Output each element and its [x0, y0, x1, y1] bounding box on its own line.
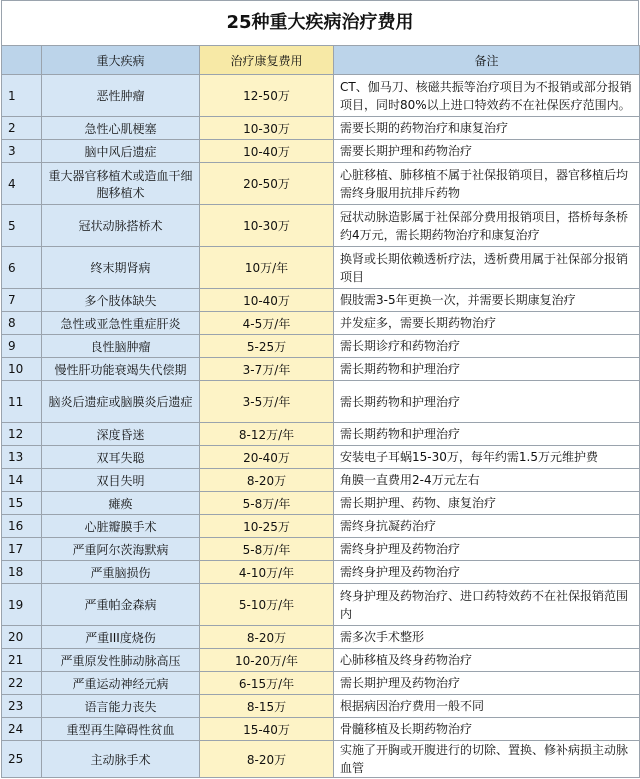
- treatment-cost: 10-30万: [200, 205, 334, 247]
- table-row: [2, 247, 640, 289]
- disease-name: 严重原发性肺动脉高压: [42, 649, 200, 672]
- table-row: [2, 289, 640, 312]
- row-number: 2: [2, 117, 42, 140]
- disease-name: 良性脑肿瘤: [42, 335, 200, 358]
- remark: 需长期药物和护理治疗: [334, 423, 640, 446]
- remark: 需长期诊疗和药物治疗: [334, 335, 640, 358]
- treatment-cost: 8-20万: [200, 469, 334, 492]
- disease-name: 急性心肌梗塞: [42, 117, 200, 140]
- disease-name: 严重阿尔茨海默病: [42, 538, 200, 561]
- row-number: 7: [2, 289, 42, 312]
- remark: 并发症多，需要长期药物治疗: [334, 312, 640, 335]
- disease-cost-table: [1, 45, 640, 778]
- remark: 需终身护理及药物治疗: [334, 538, 640, 561]
- row-number: 13: [2, 446, 42, 469]
- row-number: 21: [2, 649, 42, 672]
- treatment-cost: 8-20万: [200, 626, 334, 649]
- row-number: 8: [2, 312, 42, 335]
- row-number: 10: [2, 358, 42, 381]
- disease-name: 急性或亚急性重症肝炎: [42, 312, 200, 335]
- row-number: 16: [2, 515, 42, 538]
- table-row: [2, 626, 640, 649]
- table-row: [2, 469, 640, 492]
- table-row: [2, 312, 640, 335]
- table-row: [2, 358, 640, 381]
- disease-name: 心脏瓣膜手术: [42, 515, 200, 538]
- treatment-cost: 15-40万: [200, 718, 334, 741]
- row-number: 18: [2, 561, 42, 584]
- disease-name: 严重脑损伤: [42, 561, 200, 584]
- remark: 骨髓移植及长期药物治疗: [334, 718, 640, 741]
- disease-name: 严重运动神经元病: [42, 672, 200, 695]
- disease-name: 瘫痪: [42, 492, 200, 515]
- header-disease: 重大疾病: [42, 46, 200, 75]
- table-row: [2, 584, 640, 626]
- row-number: 11: [2, 381, 42, 423]
- remark: 实施了开胸或开腹进行的切除、置换、修补病损主动脉血管: [334, 741, 640, 778]
- header-num: [2, 46, 42, 75]
- disease-name: 重大器官移植术或造血干细胞移植术: [42, 163, 200, 205]
- disease-name: 严重III度烧伤: [42, 626, 200, 649]
- remark: 假肢需3-5年更换一次，并需要长期康复治疗: [334, 289, 640, 312]
- table-row: [2, 561, 640, 584]
- remark: 需长期护理及药物治疗: [334, 672, 640, 695]
- remark: 需长期药物和护理治疗: [334, 358, 640, 381]
- row-number: 17: [2, 538, 42, 561]
- table-row: [2, 672, 640, 695]
- remark: 需多次手术整形: [334, 626, 640, 649]
- treatment-cost: 20-50万: [200, 163, 334, 205]
- row-number: 14: [2, 469, 42, 492]
- treatment-cost: 10-40万: [200, 289, 334, 312]
- treatment-cost: 20-40万: [200, 446, 334, 469]
- table-title: 25种重大疾病治疗费用: [1, 0, 639, 45]
- table-row: [2, 205, 640, 247]
- treatment-cost: 3-7万/年: [200, 358, 334, 381]
- treatment-cost: 8-20万: [200, 741, 334, 778]
- row-number: 19: [2, 584, 42, 626]
- treatment-cost: 3-5万/年: [200, 381, 334, 423]
- remark: 终身护理及药物治疗、进口药特效药不在社保报销范围内: [334, 584, 640, 626]
- disease-name: 双耳失聪: [42, 446, 200, 469]
- disease-name: 双目失明: [42, 469, 200, 492]
- table-row: [2, 423, 640, 446]
- row-number: 3: [2, 140, 42, 163]
- row-number: 5: [2, 205, 42, 247]
- treatment-cost: 12-50万: [200, 75, 334, 117]
- remark: 根据病因治疗费用一般不同: [334, 695, 640, 718]
- table-row: [2, 538, 640, 561]
- row-number: 12: [2, 423, 42, 446]
- row-number: 15: [2, 492, 42, 515]
- treatment-cost: 5-25万: [200, 335, 334, 358]
- treatment-cost: 4-5万/年: [200, 312, 334, 335]
- row-number: 20: [2, 626, 42, 649]
- table-row: [2, 741, 640, 778]
- row-number: 23: [2, 695, 42, 718]
- table-row: [2, 163, 640, 205]
- remark: 心肺移植及终身药物治疗: [334, 649, 640, 672]
- row-number: 22: [2, 672, 42, 695]
- remark: 需终身护理及药物治疗: [334, 561, 640, 584]
- disease-name: 慢性肝功能衰竭失代偿期: [42, 358, 200, 381]
- disease-name: 脑炎后遗症或脑膜炎后遗症: [42, 381, 200, 423]
- treatment-cost: 8-15万: [200, 695, 334, 718]
- remark: 需长期药物和护理治疗: [334, 381, 640, 423]
- table-row: [2, 446, 640, 469]
- disease-name: 重型再生障碍性贫血: [42, 718, 200, 741]
- cost-table-sheet: [1, 0, 639, 778]
- disease-name: 严重帕金森病: [42, 584, 200, 626]
- row-number: 1: [2, 75, 42, 117]
- table-row: [2, 695, 640, 718]
- disease-name: 冠状动脉搭桥术: [42, 205, 200, 247]
- table-row: [2, 492, 640, 515]
- treatment-cost: 8-12万/年: [200, 423, 334, 446]
- disease-name: 终末期肾病: [42, 247, 200, 289]
- row-number: 6: [2, 247, 42, 289]
- remark: 需要长期的药物治疗和康复治疗: [334, 117, 640, 140]
- remark: 冠状动脉造影属于社保部分费用报销项目，搭桥每条桥约4万元，需长期药物治疗和康复治疗: [334, 205, 640, 247]
- treatment-cost: 5-8万/年: [200, 492, 334, 515]
- remark: 需要长期护理和药物治疗: [334, 140, 640, 163]
- treatment-cost: 10-20万/年: [200, 649, 334, 672]
- header-note: 备注: [334, 46, 640, 75]
- treatment-cost: 10-25万: [200, 515, 334, 538]
- remark: 安装电子耳蜗15-30万，每年约需1.5万元维护费: [334, 446, 640, 469]
- table-row: [2, 718, 640, 741]
- table-row: [2, 381, 640, 423]
- table-row: [2, 515, 640, 538]
- row-number: 9: [2, 335, 42, 358]
- table-row: [2, 75, 640, 117]
- remark: CT、伽马刀、核磁共振等治疗项目为不报销或部分报销项目，同时80%以上进口特效药不在社保医疗范围内。: [334, 75, 640, 117]
- remark: 需长期护理、药物、康复治疗: [334, 492, 640, 515]
- disease-name: 主动脉手术: [42, 741, 200, 778]
- table-header-row: [2, 46, 640, 75]
- row-number: 24: [2, 718, 42, 741]
- header-cost: 治疗康复费用: [200, 46, 334, 75]
- disease-name: 语言能力丧失: [42, 695, 200, 718]
- table-row: [2, 140, 640, 163]
- disease-name: 脑中风后遗症: [42, 140, 200, 163]
- treatment-cost: 6-15万/年: [200, 672, 334, 695]
- table-row: [2, 335, 640, 358]
- treatment-cost: 10万/年: [200, 247, 334, 289]
- remark: 角膜一直费用2-4万元左右: [334, 469, 640, 492]
- remark: 心脏移植、肺移植不属于社保报销项目，器官移植后均需终身服用抗排斥药物: [334, 163, 640, 205]
- table-body: [2, 75, 640, 778]
- remark: 换肾或长期依赖透析疗法，透析费用属于社保部分报销项目: [334, 247, 640, 289]
- row-number: 25: [2, 741, 42, 778]
- disease-name: 深度昏迷: [42, 423, 200, 446]
- treatment-cost: 4-10万/年: [200, 561, 334, 584]
- row-number: 4: [2, 163, 42, 205]
- disease-name: 恶性肿瘤: [42, 75, 200, 117]
- treatment-cost: 5-8万/年: [200, 538, 334, 561]
- remark: 需终身抗凝药治疗: [334, 515, 640, 538]
- treatment-cost: 10-30万: [200, 117, 334, 140]
- table-row: [2, 649, 640, 672]
- treatment-cost: 5-10万/年: [200, 584, 334, 626]
- table-row: [2, 117, 640, 140]
- disease-name: 多个肢体缺失: [42, 289, 200, 312]
- treatment-cost: 10-40万: [200, 140, 334, 163]
